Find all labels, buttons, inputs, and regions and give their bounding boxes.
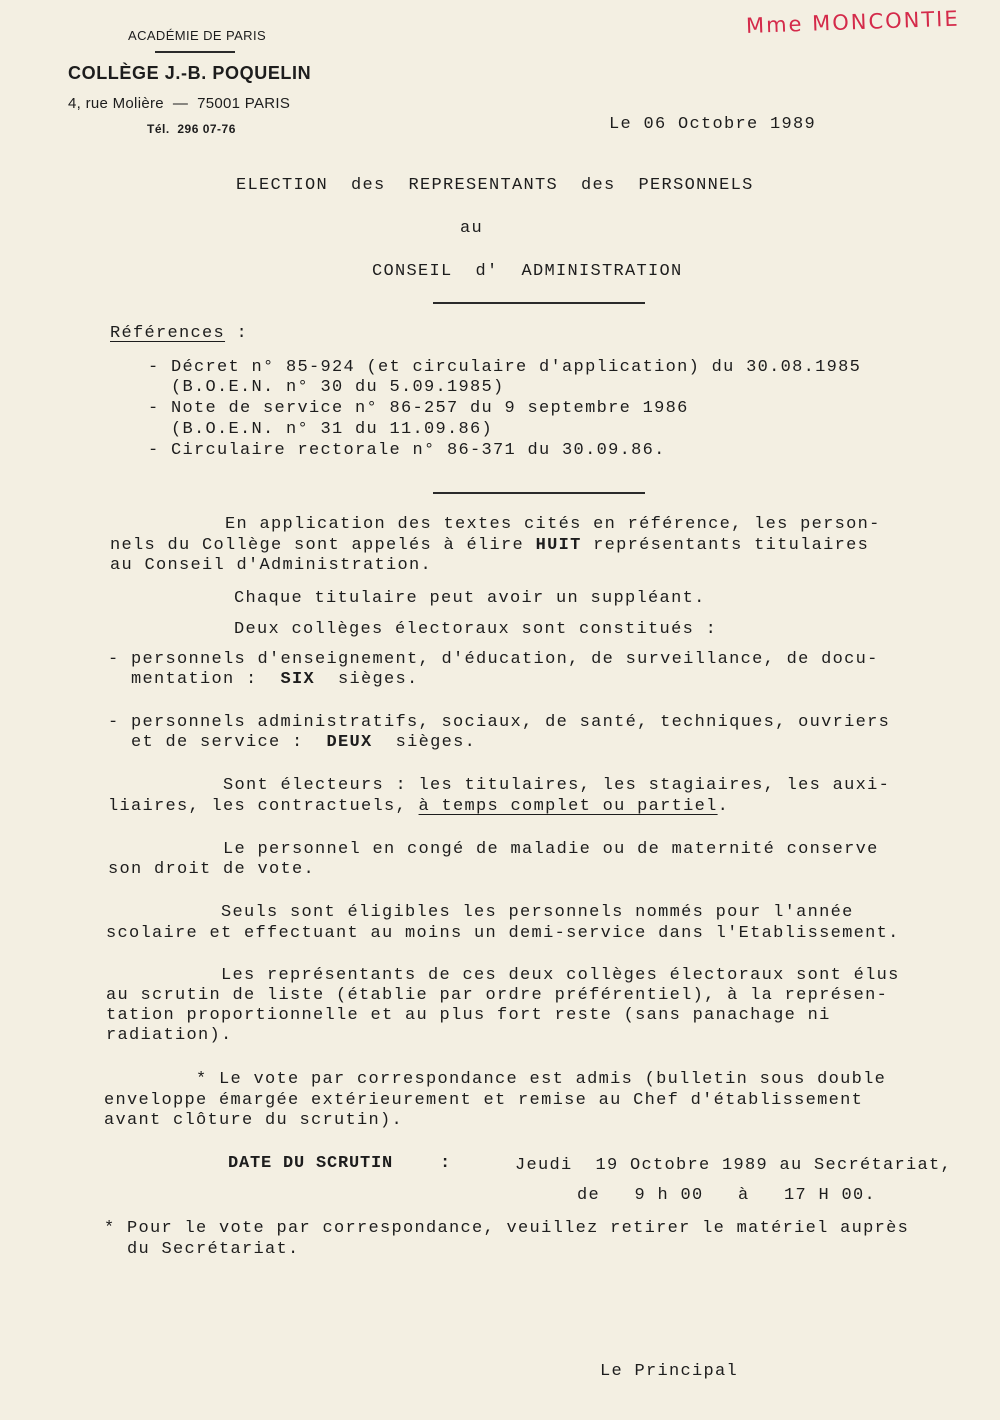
text-run: et de service :: [108, 733, 327, 752]
paragraph-line: radiation).: [106, 1026, 233, 1045]
reference-line: (B.O.E.N. n° 31 du 11.09.86): [148, 420, 494, 439]
paragraph-line: scolaire et effectuant au moins un demi-service dans l'Etablissement.: [106, 924, 900, 943]
paragraph-line: Deux collèges électoraux sont constitués :: [234, 620, 718, 639]
title-divider: [433, 302, 645, 304]
reference-line: (B.O.E.N. n° 30 du 5.09.1985): [148, 378, 505, 397]
paragraph-line: au scrutin de liste (établie par ordre préférentiel), à la représen-: [106, 986, 889, 1005]
letter-date: Le 06 Octobre 1989: [609, 115, 817, 134]
reference-line: - Circulaire rectorale n° 86-371 du 30.09.86.: [148, 441, 666, 460]
text-run: nels du Collège sont appelés à élire: [110, 536, 536, 555]
paragraph-line: Chaque titulaire peut avoir un suppléant.: [234, 589, 706, 608]
paragraph-line: Le personnel en congé de maladie ou de maternité conserve: [108, 840, 879, 859]
list-item: [108, 670, 419, 689]
seat-count-total: HUIT: [535, 536, 582, 555]
references-heading-label: Références: [110, 324, 226, 343]
paragraph-line: [110, 536, 869, 555]
text-run: représentants titulaires: [581, 536, 870, 555]
list-item: - personnels administratifs, sociaux, de santé, techniques, ouvriers: [108, 713, 891, 732]
seat-count: DEUX: [326, 733, 373, 752]
scrutin-hours: de 9 h 00 à 17 H 00.: [577, 1186, 877, 1205]
references-heading-colon: :: [225, 324, 249, 343]
paragraph-line: * Le vote par correspondance est admis (bulletin sous double: [104, 1070, 887, 1089]
underlined-text: à temps complet ou partiel: [418, 797, 718, 816]
paragraph-line: Sont électeurs : les titulaires, les stagiaires, les auxi-: [108, 776, 891, 795]
college-name: COLLÈGE J.-B. POQUELIN: [68, 63, 312, 83]
text-run: sièges.: [315, 670, 419, 689]
handwritten-note: Mme MONCONTIE: [745, 6, 961, 38]
references-divider: [433, 492, 645, 494]
paragraph-line: au Conseil d'Administration.: [110, 556, 433, 575]
scrutin-date: Jeudi 19 Octobre 1989 au Secrétariat,: [515, 1156, 953, 1175]
seat-count: SIX: [280, 670, 316, 689]
college-telephone: Tél. 296 07-76: [147, 122, 236, 136]
footnote-line: du Secrétariat.: [104, 1240, 300, 1259]
letterhead-divider: [155, 51, 235, 53]
footnote-line: * Pour le vote par correspondance, veuillez retirer le matériel auprès: [104, 1219, 910, 1238]
scrutin-label: DATE DU SCRUTIN: [228, 1154, 394, 1173]
reference-line: - Décret n° 85-924 (et circulaire d'application) du 30.08.1985: [148, 358, 862, 377]
paragraph-line: avant clôture du scrutin).: [104, 1111, 404, 1130]
list-item: [108, 733, 476, 752]
reference-line: - Note de service n° 86-257 du 9 septembre 1986: [148, 399, 689, 418]
list-item: - personnels d'enseignement, d'éducation, de surveillance, de docu-: [108, 650, 879, 669]
paragraph-line: enveloppe émargée extérieurement et remise au Chef d'établissement: [104, 1091, 864, 1110]
scrutin-colon: :: [440, 1154, 452, 1173]
title-line-1: ELECTION des REPRESENTANTS des PERSONNELS: [236, 176, 754, 195]
signature-title: Le Principal: [600, 1362, 739, 1381]
paragraph-line: Les représentants de ces deux collèges électoraux sont élus: [106, 966, 900, 985]
title-line-3: CONSEIL d' ADMINISTRATION: [372, 262, 683, 281]
academie-label: ACADÉMIE DE PARIS: [128, 28, 267, 43]
paragraph-line: [108, 797, 729, 816]
paragraph-line: tation proportionnelle et au plus fort reste (sans panachage ni: [106, 1006, 831, 1025]
text-run: mentation :: [108, 670, 281, 689]
text-run: .: [717, 797, 730, 816]
paragraph-line: son droit de vote.: [108, 860, 316, 879]
text-run: liaires, les contractuels,: [108, 797, 419, 816]
references-heading: [110, 324, 248, 343]
title-line-2: au: [460, 219, 484, 238]
paragraph-line: En application des textes cités en référence, les person-: [110, 515, 881, 534]
college-address: 4, rue Molière — 75001 PARIS: [68, 95, 291, 112]
paragraph-line: Seuls sont éligibles les personnels nommés pour l'année: [106, 903, 854, 922]
text-run: sièges.: [372, 733, 477, 752]
